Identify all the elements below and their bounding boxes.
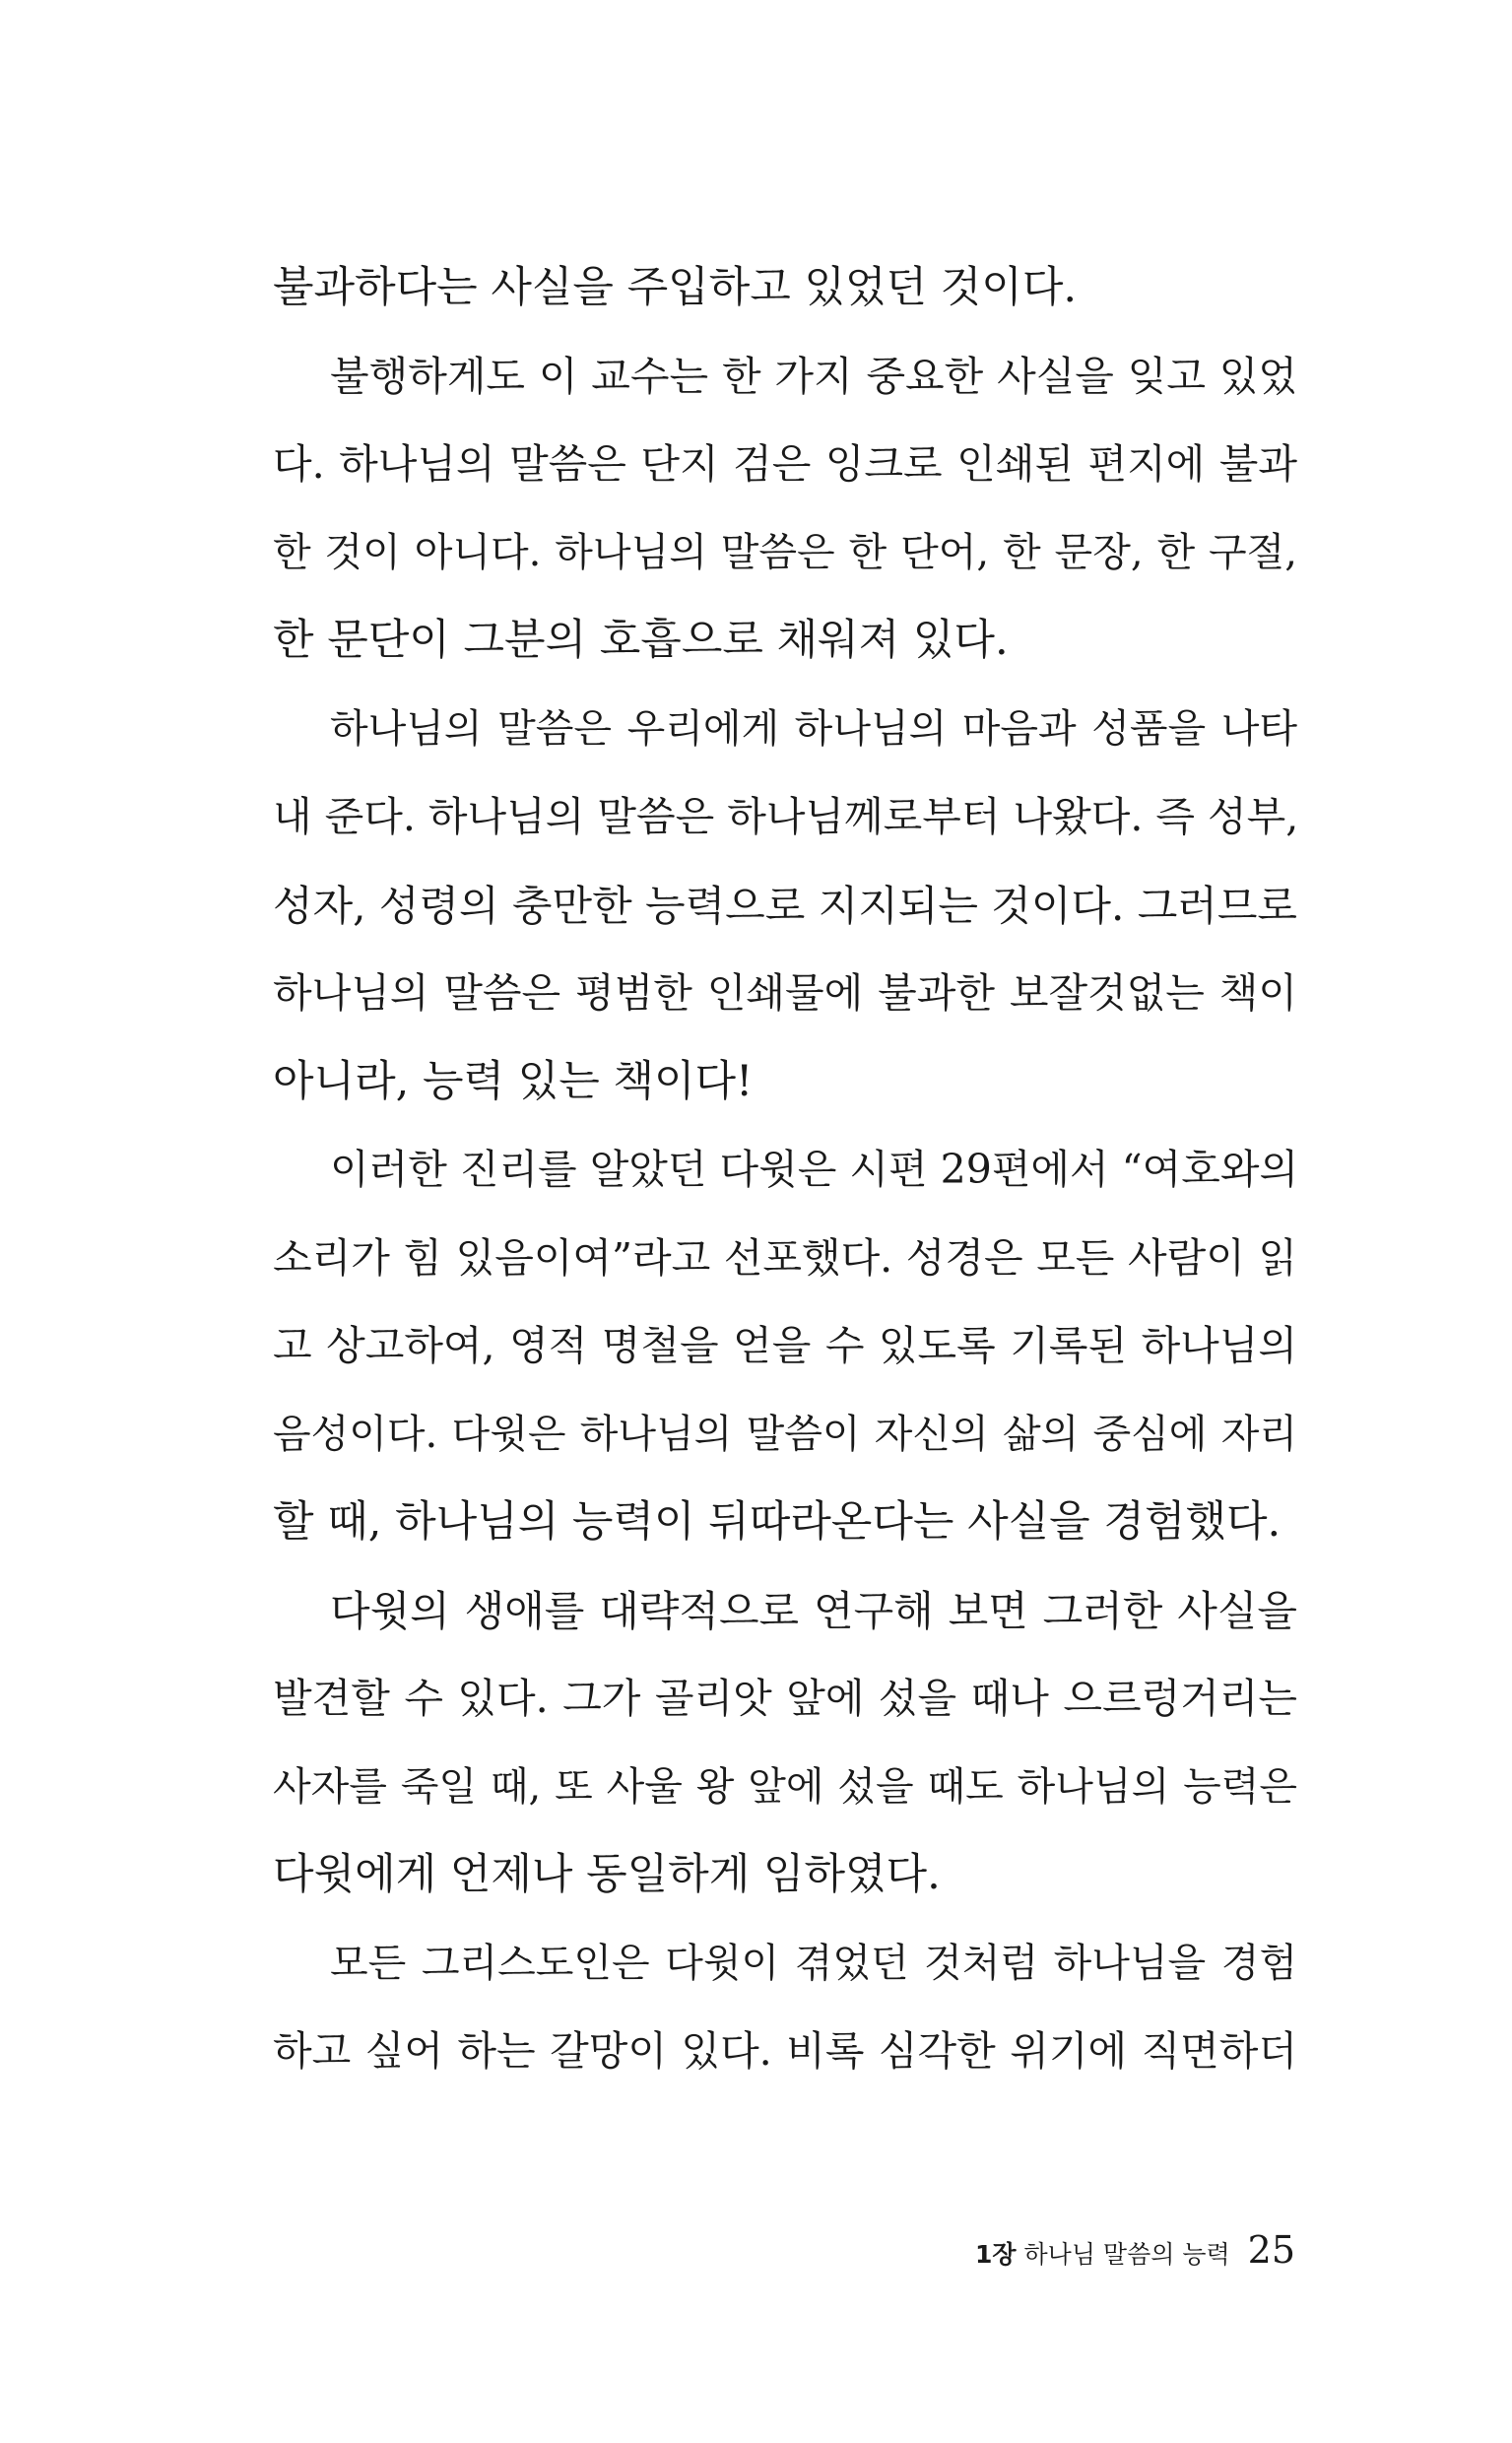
text-line: 내 준다. 하나님의 말씀은 하나님께로부터 나왔다. 즉 성부, — [273, 793, 1299, 840]
body-text — [273, 244, 1297, 2096]
text-line: 다윗의 생애를 대략적으로 연구해 보면 그러한 사실을 — [330, 1586, 1297, 1635]
text-line: 불행하게도 이 교수는 한 가지 중요한 사실을 잊고 있었 — [330, 352, 1297, 400]
text-line: 불과하다는 사실을 주입하고 있었던 것이다. — [273, 263, 1078, 312]
text-line: 다윗에게 언제나 동일하게 임하였다. — [273, 1850, 941, 1899]
text-line: 음성이다. 다윗은 하나님의 말씀이 자신의 삶의 중심에 자리 — [273, 1411, 1297, 1457]
text-line: 한 문단이 그분의 호흡으로 채워져 있다. — [273, 616, 1009, 665]
text-line: 사자를 죽일 때, 또 사울 왕 앞에 섰을 때도 하나님의 능력은 — [273, 1763, 1297, 1810]
text-line: 하나님의 말씀은 우리에게 하나님의 마음과 성품을 나타 — [330, 705, 1297, 752]
text-line: 한 것이 아니다. 하나님의 말씀은 한 단어, 한 문장, 한 구절, — [273, 529, 1297, 575]
text-line: 다. 하나님의 말씀은 단지 검은 잉크로 인쇄된 편지에 불과 — [273, 440, 1297, 488]
chapter-title: 하나님 말씀의 능력 — [1023, 2240, 1230, 2269]
text-line: 하고 싶어 하는 갈망이 있다. 비록 심각한 위기에 직면하더 — [273, 2027, 1297, 2075]
text-line: 고 상고하여, 영적 명철을 얻을 수 있도록 기록된 하나님의 — [273, 1322, 1297, 1369]
text-line: 할 때, 하나님의 능력이 뒤따라온다는 사실을 경험했다. — [273, 1497, 1282, 1547]
text-line: 모든 그리스도인은 다윗이 겪었던 것처럼 하나님을 경험 — [330, 1940, 1297, 1986]
text-line: 아니라, 능력 있는 책이다! — [273, 1056, 754, 1106]
chapter-number: 1장 — [974, 2240, 1017, 2269]
text-line: 소리가 힘 있음이여”라고 선포했다. 성경은 모든 사람이 읽 — [273, 1233, 1297, 1282]
page-footer — [975, 2228, 1295, 2287]
text-line: 발견할 수 있다. 그가 골리앗 앞에 섰을 때나 으르렁거리는 — [273, 1675, 1297, 1722]
text-line: 이러한 진리를 알았던 다윗은 시편 29편에서 “여호와의 — [330, 1146, 1299, 1193]
page-number: 25 — [1247, 2228, 1295, 2272]
text-line: 성자, 성령의 충만한 능력으로 지지되는 것이다. 그러므로 — [273, 881, 1297, 930]
text-line: 하나님의 말씀은 평범한 인쇄물에 불과한 보잘것없는 책이 — [273, 969, 1297, 1017]
